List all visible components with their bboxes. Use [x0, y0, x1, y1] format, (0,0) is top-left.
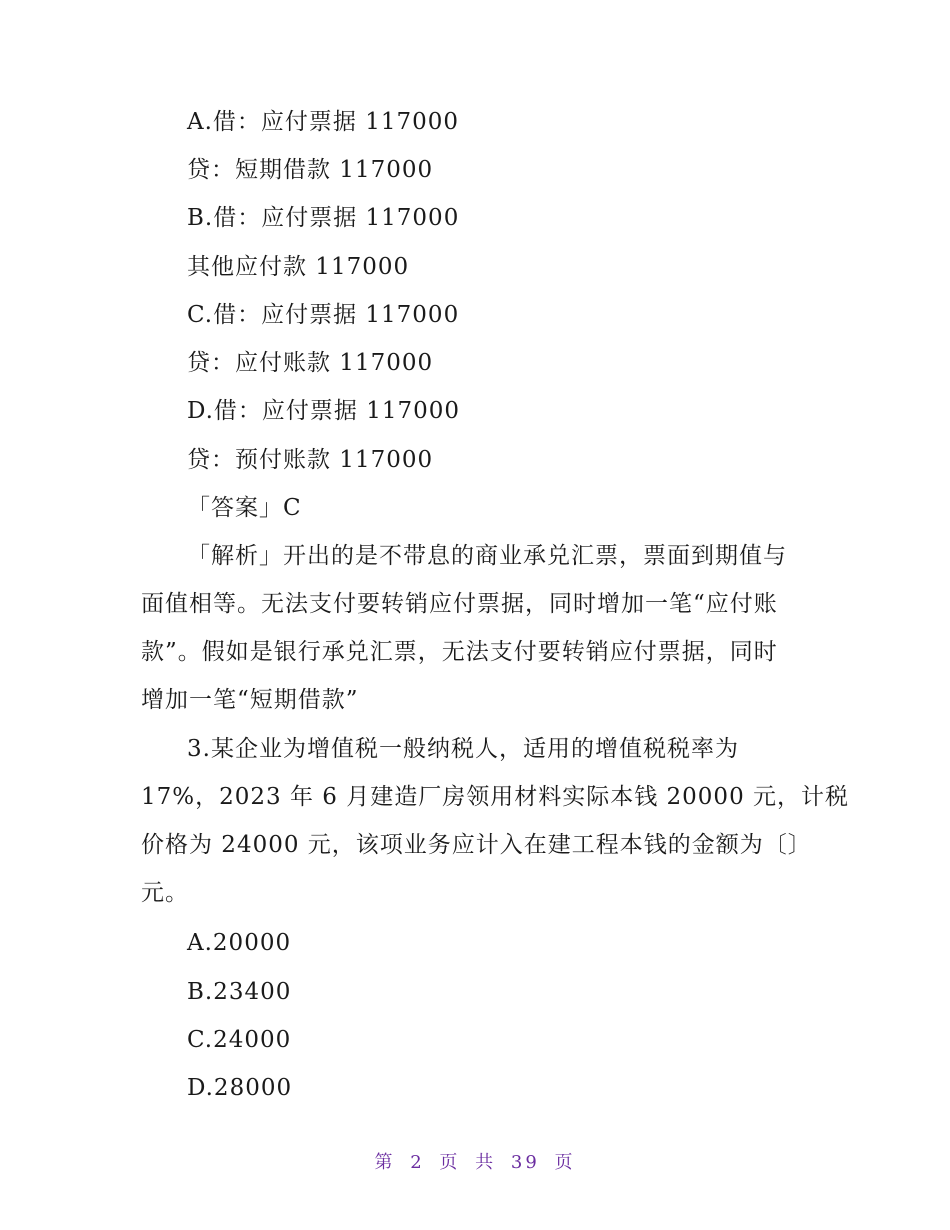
q3-option-d: D.28000 — [187, 1075, 293, 1101]
analysis-line-2: 面值相等。无法支付要转销应付票据，同时增加一笔“应付账 — [141, 591, 778, 617]
footer-total-word: 共 — [475, 1152, 497, 1173]
q3-option-b: B.23400 — [187, 979, 292, 1005]
option-c-debit: C.借：应付票据 117000 — [187, 302, 460, 328]
q3-option-c: C.24000 — [187, 1027, 292, 1053]
option-d-debit: D.借：应付票据 117000 — [187, 398, 461, 424]
footer-suffix: 页 — [554, 1152, 576, 1173]
analysis-line-4: 增加一笔“短期借款” — [141, 687, 359, 713]
question3-line-4: 元。 — [141, 880, 189, 906]
answer-line: 「答案」C — [187, 495, 302, 521]
question3-line-3: 价格为 24000 元，该项业务应计入在建工程本钱的金额为〔〕 — [141, 832, 812, 858]
page-footer — [0, 1148, 950, 1174]
footer-prefix: 第 — [374, 1152, 396, 1173]
question3-line-2: 17%，2023 年 6 月建造厂房领用材料实际本钱 20000 元，计税 — [141, 784, 850, 810]
footer-current-page: 2 — [410, 1152, 425, 1173]
footer-total-pages: 39 — [510, 1152, 540, 1173]
option-a-debit: A.借：应付票据 117000 — [187, 109, 460, 135]
question3-line-1: 3.某企业为增值税一般纳税人，适用的增值税税率为 — [187, 736, 739, 762]
option-b-credit: 其他应付款 117000 — [187, 254, 410, 280]
option-a-credit: 贷：短期借款 117000 — [187, 157, 434, 183]
option-d-credit: 贷：预付账款 117000 — [187, 447, 434, 473]
q3-option-a: A.20000 — [187, 930, 292, 956]
analysis-line-1: 「解析」开出的是不带息的商业承兑汇票，票面到期值与 — [187, 543, 787, 569]
analysis-line-3: 款”。假如是银行承兑汇票，无法支付要转销应付票据，同时 — [141, 639, 778, 665]
footer-page-word: 页 — [439, 1152, 461, 1173]
option-c-credit: 贷：应付账款 117000 — [187, 350, 434, 376]
option-b-debit: B.借：应付票据 117000 — [187, 205, 460, 231]
